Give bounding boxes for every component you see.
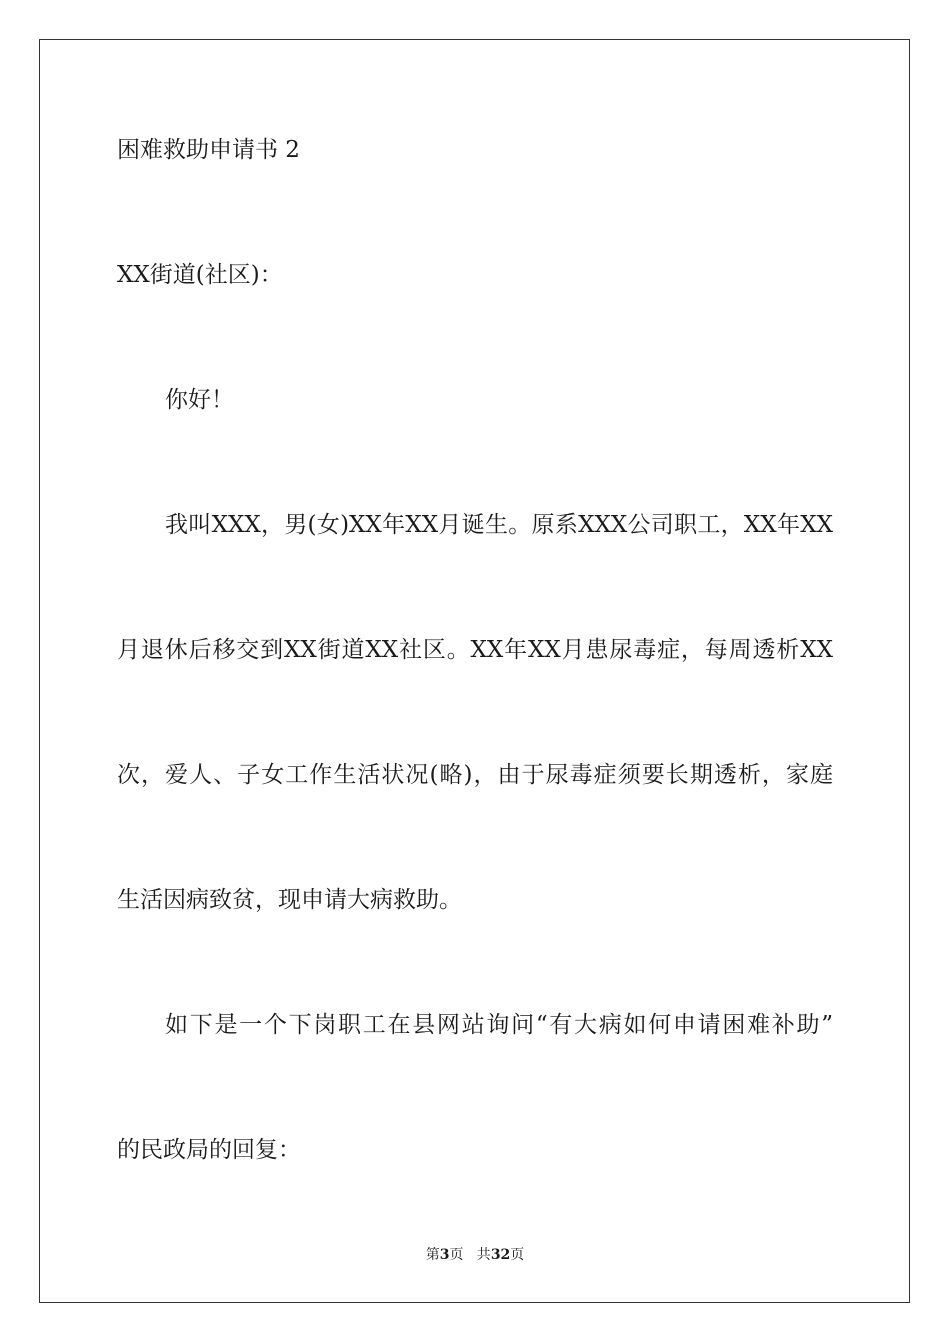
page-footer [0, 1248, 950, 1262]
current-page-number: 3 [439, 1247, 450, 1263]
paragraph-2-line-1: 如下是一个下岗职工在县网站询问“有大病如何申请困难补助” [165, 1012, 833, 1038]
footer-prefix: 第 [425, 1247, 440, 1263]
paragraph-1-line-4: 生活因病致贫，现申请大病救助。 [117, 887, 462, 913]
paragraph-1-line-3: 次，爱人、子女工作生活状况(略)，由于尿毒症须要长期透析，家庭 [117, 762, 833, 788]
footer-suffix: 页 [510, 1247, 525, 1263]
paragraph-1-line-2: 月退休后移交到XX街道XX社区。XX年XX月患尿毒症，每周透析XX [117, 637, 833, 663]
page-border [39, 39, 910, 1303]
paragraph-1-line-1: 我叫XXX，男(女)XX年XX月诞生。原系XXX公司职工，XX年XX [165, 512, 833, 538]
paragraph-2-line-2: 的民政局的回复： [117, 1137, 301, 1163]
greeting: 你好！ [165, 387, 234, 413]
total-page-count: 32 [490, 1247, 511, 1263]
document-title: 困难救助申请书 2 [117, 137, 300, 163]
footer-mid: 页 共 [449, 1247, 491, 1263]
salutation: XX街道(社区)： [117, 262, 283, 288]
